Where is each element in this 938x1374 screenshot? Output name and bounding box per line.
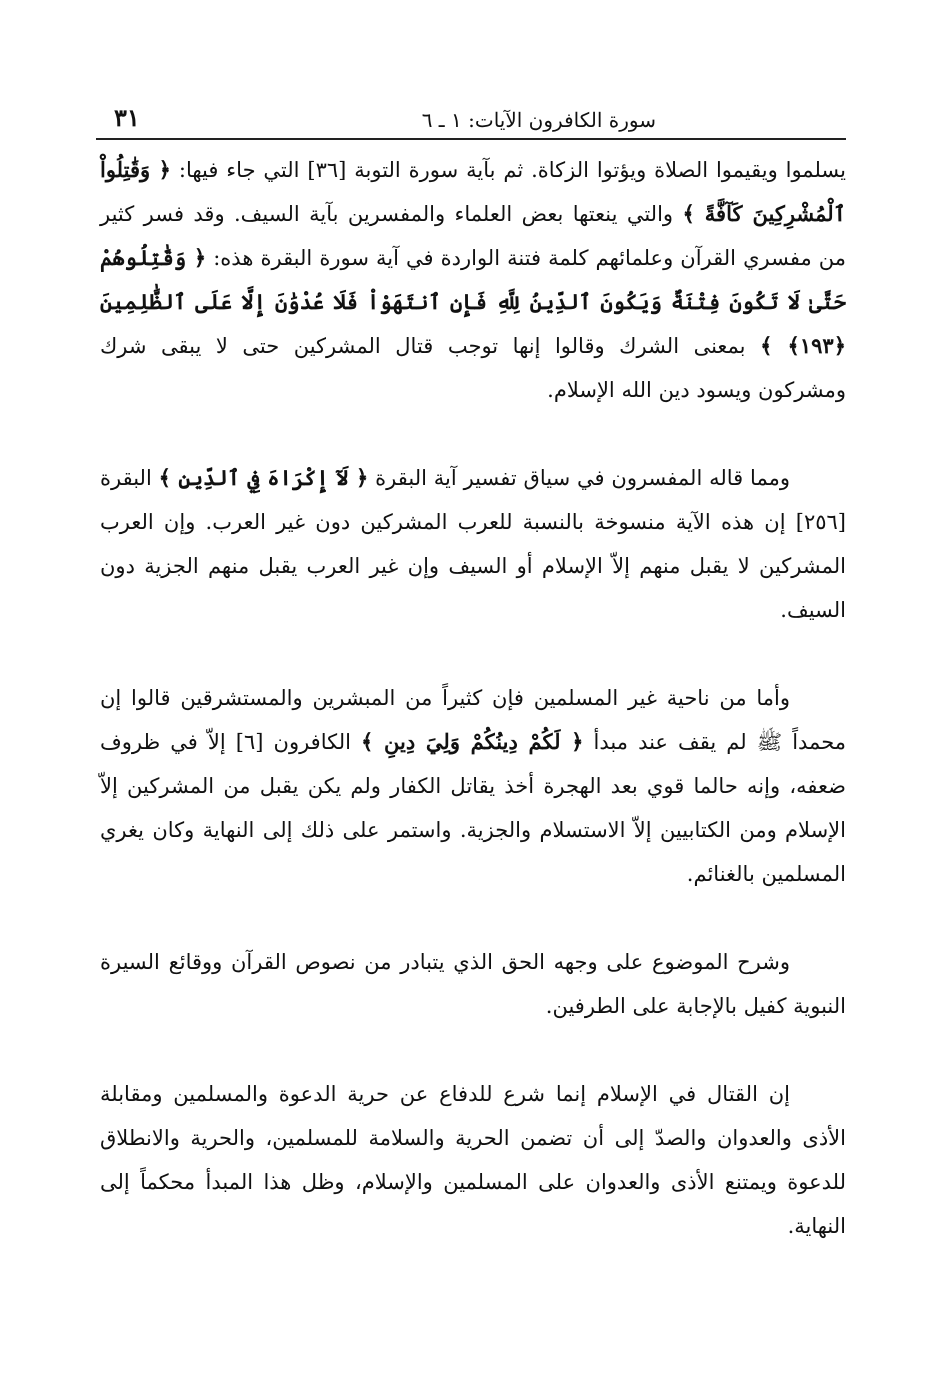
quran-verse: ﴿ وَقَٰتِلُواْ ٱلْمُشْرِكِينَ كَآفَّةً ﴾ (100, 157, 846, 226)
paragraph-4 (100, 940, 846, 1028)
quran-verse: ﴿ لَكُمْ دِينُكُمْ وَلِيَ دِينِ ﴾ (361, 729, 584, 754)
paragraph-text: بمعنى الشرك وقالوا إنها توجب قتال المشركين حتى لا يبقى شرك ومشركون ويسود دين الله الإسلام. (100, 334, 846, 402)
paragraph-text: ومما قاله المفسرون في سياق تفسير آية البقرة (368, 466, 790, 490)
paragraph-3 (100, 676, 846, 896)
paragraph-text: الكافرون [٦] إلاّ في ظروف ضعفه، وإنه حالما قوي بعد الهجرة أخذ يقاتل الكفار ولم يكن يقبل من المشركين إلاّ الإسلام ومن الكتابيين إلاّ الاستسلام والجزية. واستمر على ذلك إلى النهاية وكان يغري المسلمين بالغنائم. (100, 730, 846, 886)
paragraph-text: وشرح الموضوع على وجهه الحق الذي يتبادر من نصوص القرآن ووقائع السيرة النبوية كفيل بالإجابة على الطرفين. (100, 950, 846, 1018)
paragraph-5 (100, 1072, 846, 1248)
paragraph-2 (100, 456, 846, 632)
paragraph-text: يسلموا ويقيموا الصلاة ويؤتوا الزكاة. ثم بآية سورة التوبة [٣٦] التي جاء فيها: (170, 158, 846, 182)
paragraph-text: إن القتال في الإسلام إنما شرع للدفاع عن حرية الدعوة والمسلمين ومقابلة الأذى والعدوان والصدّ إلى أن تضمن الحرية والسلامة للمسلمين، والحرية والانطلاق للدعوة ويمتنع الأذى والعدوان على المسلمين والإسلام، وظل هذا المبدأ محكماً إلى النهاية. (100, 1082, 846, 1238)
page-number: ٣١ (114, 103, 140, 132)
quran-verse: ﴿ لَآ إِكْرَاهَ فِي ٱلدِّينِ ﴾ (158, 465, 369, 490)
quran-verse: ﴿ وَقَٰتِلُوهُمْ حَتَّىٰ لَا تَكُونَ فِتْنَةٌ وَيَكُونَ ٱلدِّينُ لِلَّهِ فَإِنِ ٱنتَهَوْاْ فَلَا عُدْوَٰنَ إِلَّا عَلَى ٱلظَّٰلِمِينَ ﴿١٩٣﴾ ﴾ (100, 245, 846, 358)
body-text (100, 148, 846, 1248)
paragraph-1 (100, 148, 846, 412)
paragraph-text: وأما من ناحية غير المسلمين فإن كثيراً من المبشرين والمستشرقين قالوا إن محمداً ﷺ لم يقف عند مبدأ (100, 686, 846, 754)
page-header (96, 92, 846, 140)
running-title: سورة الكافرون الآيات: ١ ـ ٦ (421, 108, 656, 132)
paragraph-text: البقرة [٢٥٦] إن هذه الآية منسوخة بالنسبة للعرب المشركين دون غير العرب. وإن العرب المشركين لا يقبل منهم إلاّ الإسلام أو السيف وإن غير العرب يقبل منهم الجزية دون السيف. (100, 466, 846, 622)
paragraph-text: والتي ينعتها بعض العلماء والمفسرين بآية السيف. وقد فسر كثير من مفسري القرآن وعلمائهم كلمة فتنة الواردة في آية سورة البقرة هذه: (100, 202, 847, 270)
